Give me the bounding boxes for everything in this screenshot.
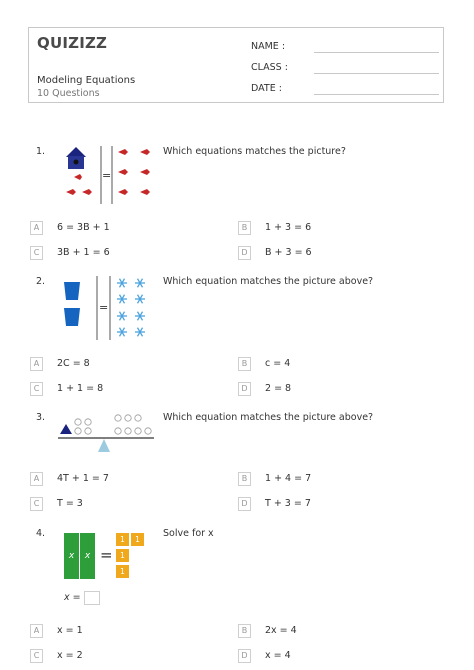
quizizz-logo: QUIZIZZ	[37, 34, 108, 52]
option-letter-d[interactable]: D	[238, 649, 251, 663]
worksheet-header	[28, 27, 444, 103]
cardinal-icon	[118, 149, 150, 195]
option-text[interactable]: B + 3 = 6	[265, 247, 312, 258]
question-1-picture	[60, 144, 160, 206]
date-line	[314, 94, 439, 95]
equals-sign: =	[100, 546, 113, 564]
answer-prefix: x =	[64, 592, 81, 603]
svg-text:=: =	[99, 301, 109, 314]
unit-tile	[116, 533, 129, 546]
cardinal-icon	[66, 174, 92, 195]
x-tile	[80, 533, 95, 579]
question-4-text: Solve for x	[163, 528, 214, 539]
question-3-number: 3.	[36, 412, 46, 423]
class-line	[314, 73, 439, 74]
option-letter-b[interactable]: B	[238, 357, 251, 371]
question-1-number: 1.	[36, 146, 46, 157]
option-text[interactable]: 6 = 3B + 1	[57, 222, 110, 233]
unit-tile-label: 1	[135, 535, 140, 544]
balance-scale-icon	[58, 415, 154, 452]
question-3-text: Which equation matches the picture above?	[163, 412, 374, 423]
option-text[interactable]: T = 3	[57, 498, 83, 509]
svg-text:=: =	[102, 169, 112, 182]
question-3-picture	[56, 410, 156, 456]
option-text[interactable]: T + 3 = 7	[265, 498, 311, 509]
question-count: 10 Questions	[37, 88, 100, 99]
worksheet-title: Modeling Equations	[37, 75, 136, 86]
option-letter-c[interactable]: C	[30, 649, 43, 663]
name-label: NAME :	[251, 41, 286, 52]
algebra-tiles	[64, 533, 154, 581]
option-text[interactable]: 1 + 3 = 6	[265, 222, 312, 233]
option-letter-d[interactable]: D	[238, 246, 251, 260]
option-text[interactable]: 2x = 4	[265, 625, 297, 636]
option-letter-d[interactable]: D	[238, 497, 251, 511]
option-letter-c[interactable]: C	[30, 497, 43, 511]
question-2-number: 2.	[36, 276, 46, 287]
answer-box[interactable]	[84, 591, 100, 605]
birdhouse-icon	[66, 147, 86, 169]
option-letter-b[interactable]: B	[238, 221, 251, 235]
class-label: CLASS :	[251, 62, 288, 73]
unit-tile	[116, 549, 129, 562]
option-letter-b[interactable]: B	[238, 624, 251, 638]
option-text[interactable]: c = 4	[265, 358, 291, 369]
unit-tile	[131, 533, 144, 546]
date-label: DATE :	[251, 83, 282, 94]
option-letter-b[interactable]: B	[238, 472, 251, 486]
option-letter-a[interactable]: A	[30, 624, 43, 638]
unit-tile-label: 1	[120, 535, 125, 544]
x-tile-label: x	[84, 551, 91, 561]
option-text[interactable]: 3B + 1 = 6	[57, 247, 110, 258]
question-2-picture	[60, 274, 160, 342]
option-text[interactable]: x = 4	[265, 650, 291, 661]
unit-tile	[116, 565, 129, 578]
option-letter-a[interactable]: A	[30, 221, 43, 235]
option-text[interactable]: 2C = 8	[57, 358, 90, 369]
x-tile	[64, 533, 79, 579]
question-2-text: Which equation matches the picture above?	[163, 276, 374, 287]
option-letter-a[interactable]: A	[30, 472, 43, 486]
question-4-number: 4.	[36, 528, 46, 539]
x-tile-label: x	[68, 551, 75, 561]
unit-tile-label: 1	[120, 567, 125, 576]
option-text[interactable]: 4T + 1 = 7	[57, 473, 109, 484]
question-1-text: Which equations matches the picture?	[163, 146, 346, 157]
option-text[interactable]: 1 + 1 = 8	[57, 383, 104, 394]
snowflake-icon	[117, 279, 145, 337]
option-text[interactable]: 2 = 8	[265, 383, 292, 394]
option-letter-d[interactable]: D	[238, 382, 251, 396]
option-letter-a[interactable]: A	[30, 357, 43, 371]
option-text[interactable]: x = 1	[57, 625, 83, 636]
option-letter-c[interactable]: C	[30, 382, 43, 396]
option-text[interactable]: x = 2	[57, 650, 83, 661]
option-letter-c[interactable]: C	[30, 246, 43, 260]
cup-icon	[64, 282, 80, 326]
unit-tile-label: 1	[120, 551, 125, 560]
name-line	[314, 52, 439, 53]
option-text[interactable]: 1 + 4 = 7	[265, 473, 312, 484]
